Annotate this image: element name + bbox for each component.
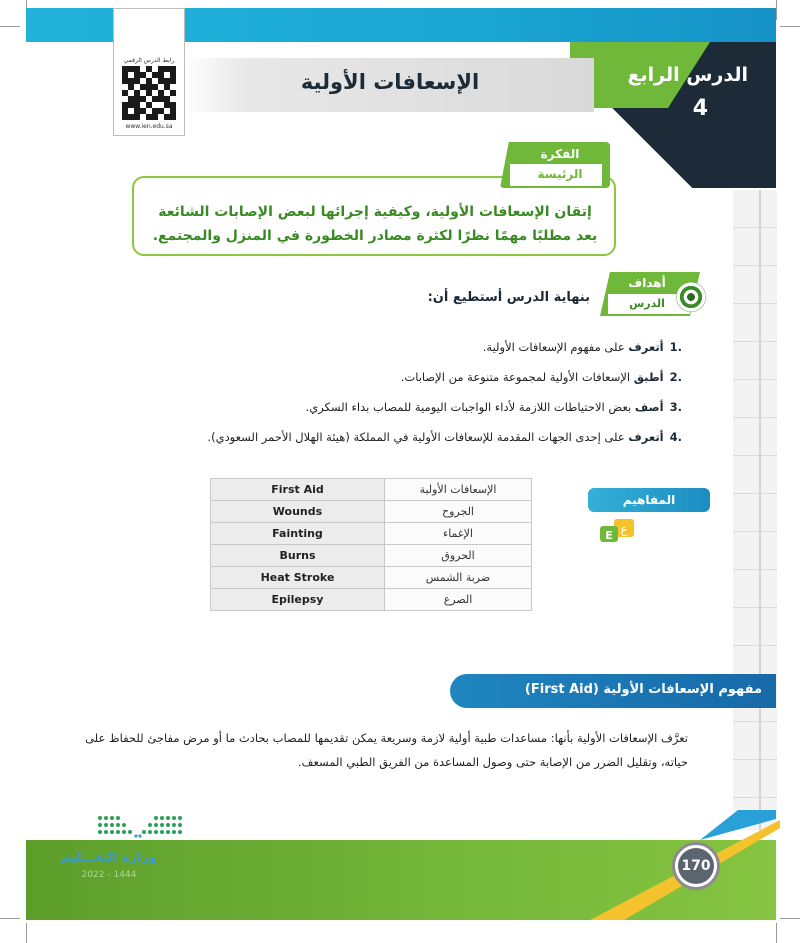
qr-url: www.ien.edu.sa: [125, 123, 173, 130]
objectives-intro: بنهاية الدرس أستطيع أن:: [427, 290, 590, 305]
objective-verb: أطبق: [633, 370, 664, 384]
term-arabic: الجروح: [385, 501, 532, 523]
svg-text:E: E: [605, 529, 613, 542]
objective-item: [120, 362, 682, 392]
side-ruler: [733, 190, 777, 830]
table-row: [211, 523, 532, 545]
concepts-table: [210, 478, 532, 611]
qr-code-icon: [122, 66, 176, 120]
main-idea-label: الفكرة: [540, 147, 580, 161]
term-english: Burns: [211, 545, 385, 567]
crop-mark: [0, 918, 20, 919]
objective-text: على مفهوم الإسعافات الأولية.: [482, 340, 629, 354]
definition-paragraph: تعرَّف الإسعافات الأولية بأنها: مساعدات طبية أولية لازمة وسريعة يمكن تقديمها للمصاب بحادث ما أو مرض مفاجئ للحفاظ على حياته، وتقليل الضرر من الإصابة حتى وصول المساعدة من الفريق الطبي المسعف.: [85, 731, 688, 769]
term-english: Wounds: [211, 501, 385, 523]
crop-mark: [780, 918, 800, 919]
lesson-number: 4: [692, 96, 708, 121]
qr-card[interactable]: [113, 8, 185, 136]
target-icon: [676, 282, 706, 312]
crop-mark: [776, 0, 777, 20]
objective-verb: أتعرف: [628, 340, 664, 354]
term-arabic: الإسعافات الأولية: [385, 479, 532, 501]
crop-mark: [0, 26, 20, 27]
qr-caption: رابط الدرس الرقمي: [123, 57, 175, 64]
main-idea-text: إتقان الإسعافات الأولية، وكيفية إجرائها لبعض الإصابات الشائعة يعد مطلبًا مهمًا نظرًا لكثرة مصادر الخطورة في المنزل والمجتمع.: [152, 204, 598, 244]
main-idea-label-sub: الرئيسة: [537, 167, 583, 181]
objective-verb: أتعرف: [628, 430, 664, 444]
crop-mark: [780, 26, 800, 27]
term-english: Epilepsy: [211, 589, 385, 611]
term-english: Fainting: [211, 523, 385, 545]
page-number: 170: [678, 848, 714, 884]
lesson-name: الدرس الرابع: [627, 64, 748, 86]
objectives-label: أهداف: [628, 276, 666, 290]
objective-number: .1: [669, 340, 682, 354]
objective-item: [120, 332, 682, 362]
objective-number: .3: [669, 400, 682, 414]
objective-text: على إحدى الجهات المقدمة للإسعافات الأولية في المملكة (هيئة الهلال الأحمر السعودي).: [207, 430, 629, 444]
crop-mark: [776, 923, 777, 943]
table-row: [211, 567, 532, 589]
term-arabic: ضربة الشمس: [385, 567, 532, 589]
table-row: [211, 501, 532, 523]
objective-text: الإسعافات الأولية لمجموعة متنوعة من الإصابات.: [400, 370, 634, 384]
edition-year: 2022 - 1444: [81, 870, 137, 880]
term-english: First Aid: [211, 479, 385, 501]
objective-number: .2: [669, 370, 682, 384]
objective-item: [120, 392, 682, 422]
side-ruler-line: [759, 190, 761, 830]
table-row: [211, 545, 532, 567]
table-row: [211, 589, 532, 611]
svg-text:ع: ع: [620, 522, 628, 536]
ministry-logo-icon: [96, 812, 188, 840]
objectives-label-sub: الدرس: [629, 297, 665, 310]
term-arabic: الحروق: [385, 545, 532, 567]
term-arabic: الإغماء: [385, 523, 532, 545]
objective-text: بعض الاحتياطات اللازمة لأداء الواجبات اليومية للمصاب بداء السكري.: [305, 400, 635, 414]
page-title: الإسعافات الأولية: [300, 70, 480, 94]
term-arabic: الصرع: [385, 589, 532, 611]
crop-mark: [26, 923, 27, 943]
objective-item: [120, 422, 682, 452]
concepts-badge: المفاهيم: [588, 488, 710, 512]
objectives-list: [120, 332, 682, 452]
objective-number: .4: [669, 430, 682, 444]
table-row: [211, 479, 532, 501]
section-heading: مفهوم الإسعافات الأولية (First Aid): [524, 682, 762, 697]
objective-verb: أصف: [634, 400, 664, 414]
arabic-english-icon: [598, 518, 636, 544]
ministry-name: وزارة التعـــليم: [61, 850, 157, 865]
term-english: Heat Stroke: [211, 567, 385, 589]
